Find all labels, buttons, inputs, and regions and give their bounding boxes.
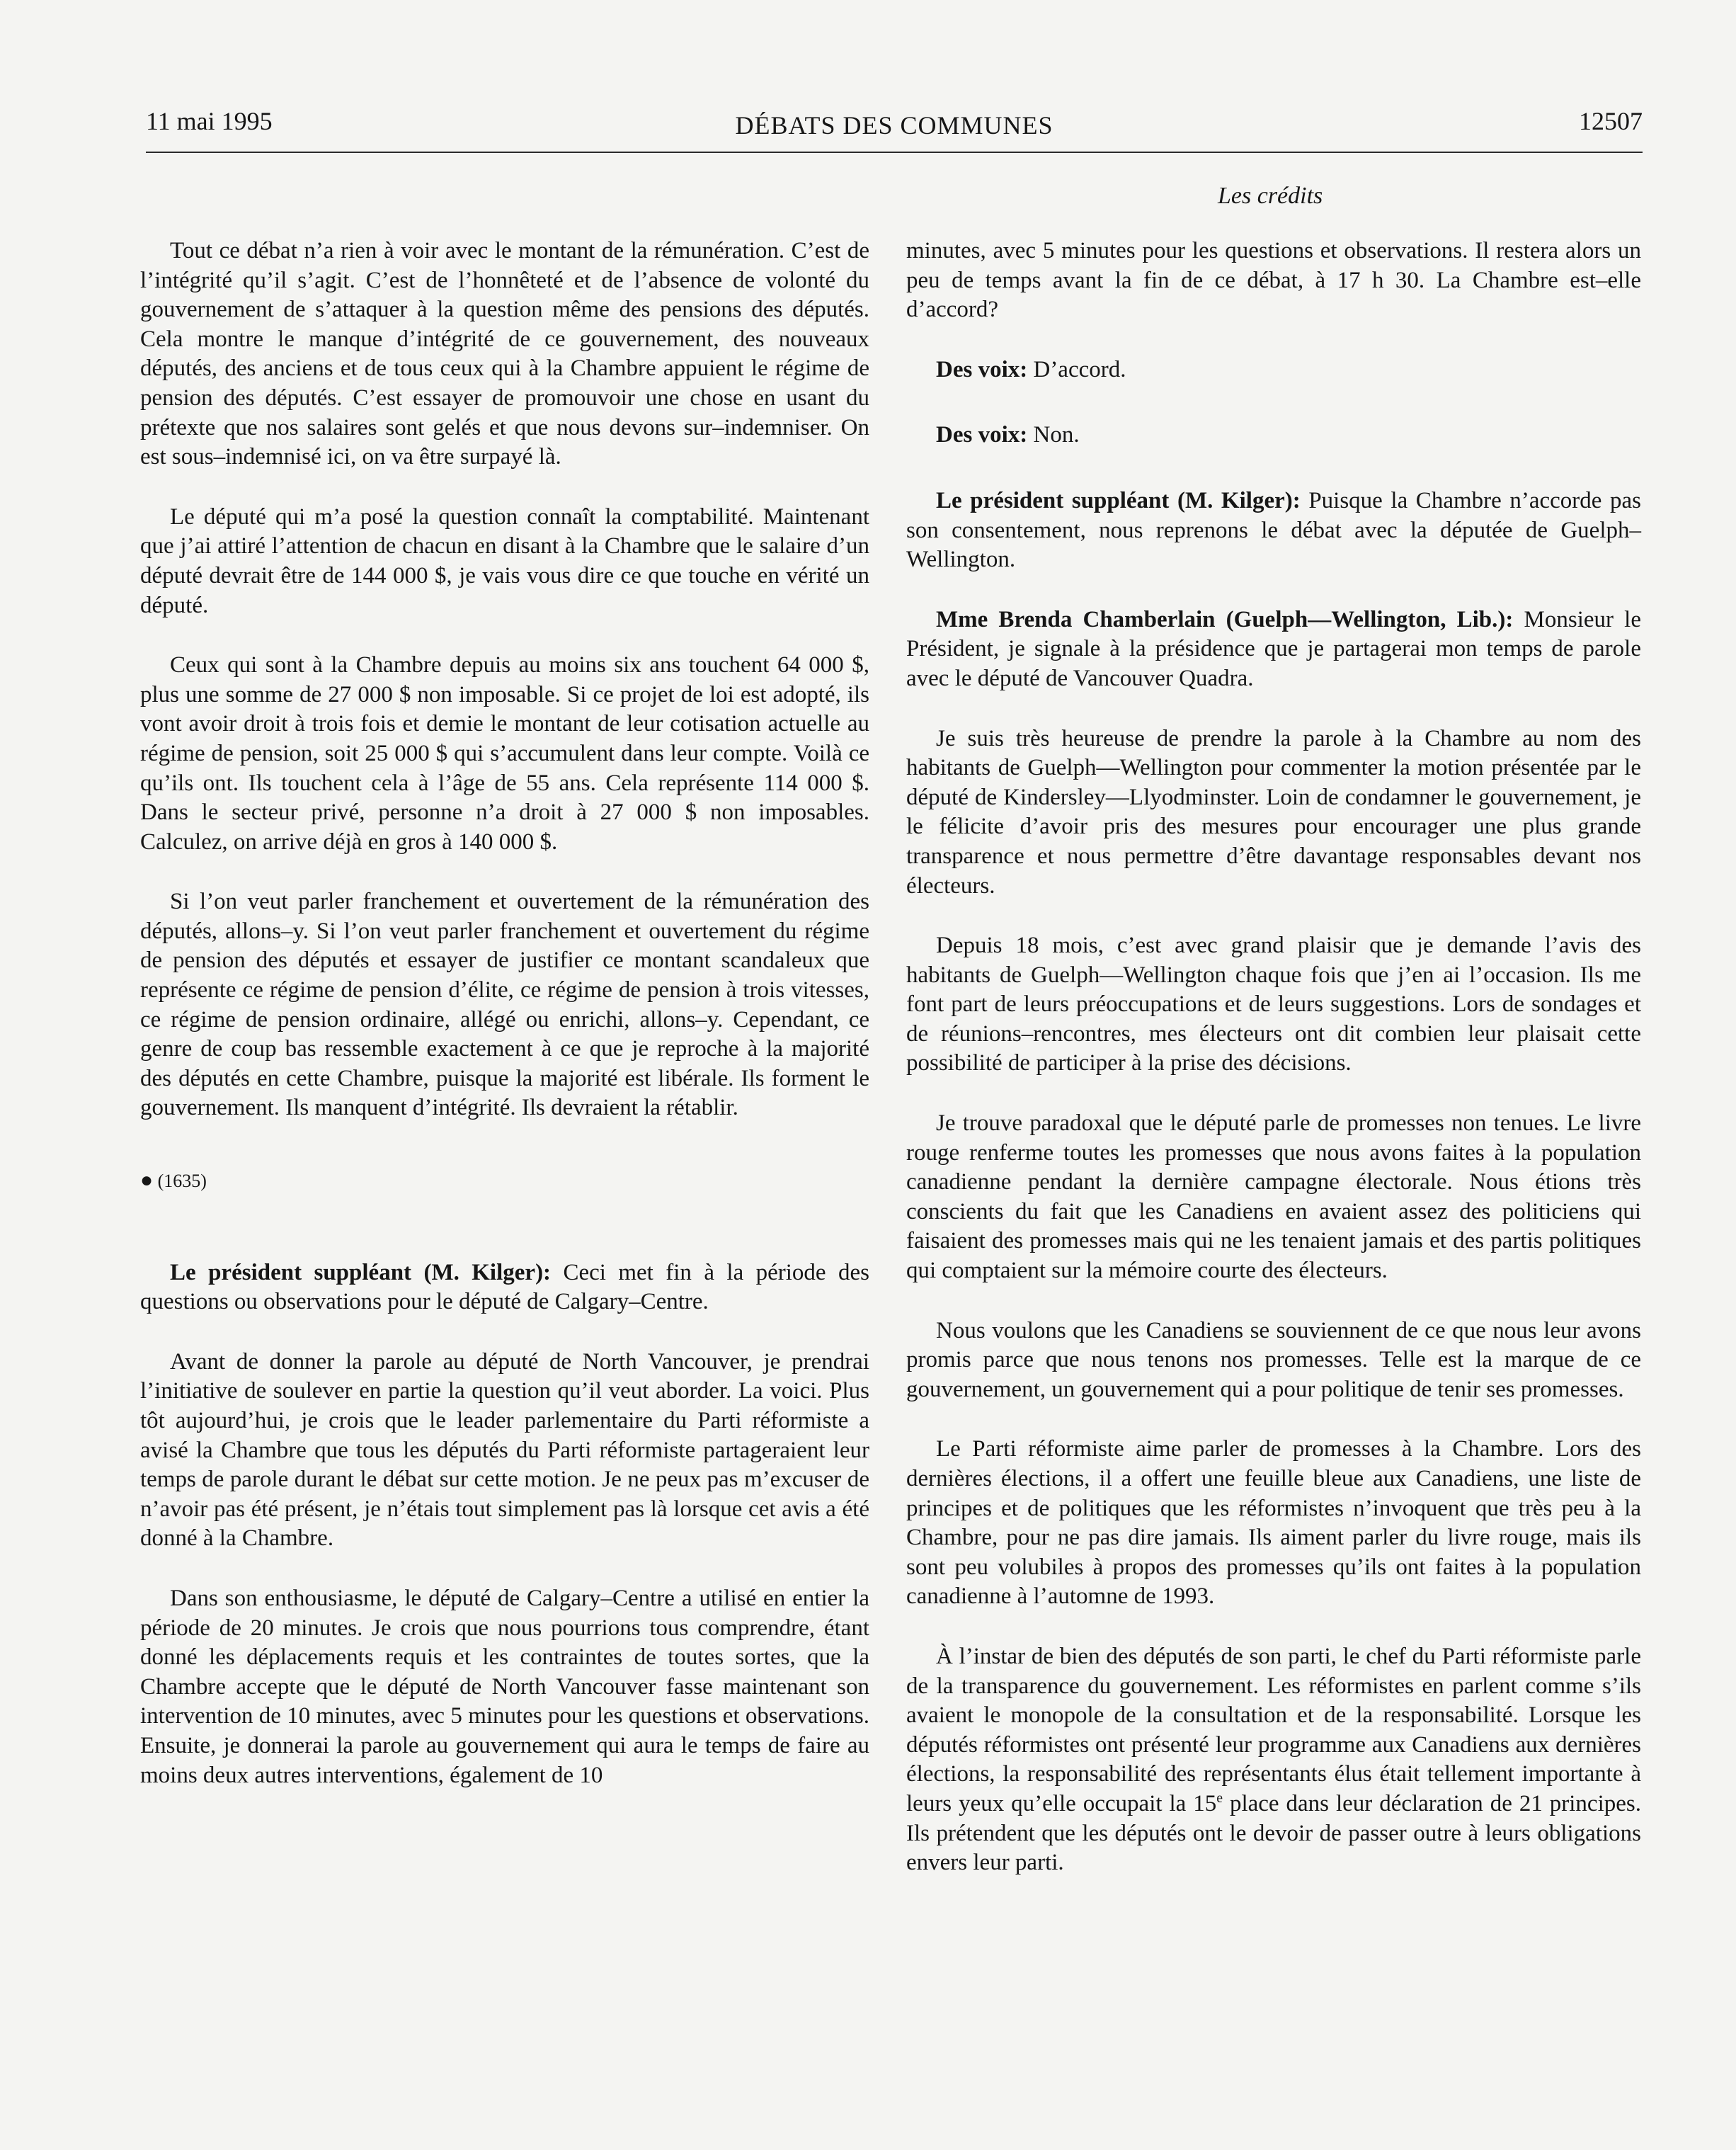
paragraph-text: place dans leur déclaration de 21 principes. Ils prétendent que les députés ont le devoir de passer outre à leurs obligations envers leur parti. xyxy=(906,1790,1641,1876)
header-rule xyxy=(146,152,1643,153)
paragraph: Je suis très heureuse de prendre la parole à la Chambre au nom des habitants de Guelph—Wellington pour commenter la motion présentée par le député de Kindersley—Llyodminster. Loin de condamner le gouvernement, je le félicite d’avoir pris des mesures pour encourager une plus grande transparence et nous permettre d’être davantage responsables devant nos électeurs. xyxy=(906,725,1641,899)
right-column xyxy=(906,237,1641,1909)
paragraph: minutes, avec 5 minutes pour les questions et observations. Il restera alors un peu de temps avant la fin de ce débat, à 17 h 30. La Chambre est–elle d’accord? xyxy=(906,238,1641,323)
speaker-name: Mme Brenda Chamberlain (Guelph—Wellington, Lib.): xyxy=(936,606,1514,632)
paragraph-text: À l’instar de bien des députés de son parti, le chef du Parti réformiste parle de la transparence du gouvernement. Les réformistes en parlent comme s’ils avaient le monopole de la consultation et de la responsabilité. Lorsque les députés réformistes ont présenté leur programme aux Canadiens aux dernières élections, la responsabilité des représentants élus était tellement importante à leurs yeux qu’elle occupait la 15 xyxy=(906,1643,1641,1816)
vote-line xyxy=(906,421,1641,450)
speech-text: Non. xyxy=(1033,422,1080,448)
paragraph: Je trouve paradoxal que le député parle de promesses non tenues. Le livre rouge renferme toutes les promesses que nous avons faites à la population canadienne pendant la dernière campagne électorale. Nous étions très conscients du fait que les Canadiens en avaient assez des politiciens qui faisaient des promesses mais qui ne les tenaient jamais et des partis politiques qui comptaient sur la mémoire courte des électeurs. xyxy=(906,1110,1641,1284)
paragraph: Tout ce débat n’a rien à voir avec le montant de la rémunération. C’est de l’intégrité qu’il s’agit. C’est de l’honnêteté et de l’absence de volonté du gouvernement de s’attaquer à la question même des pensions des députés. Cela montre le manque d’intégrité de ce gouvernement, des nouveaux députés, des anciens et de tous ceux qui à la Chambre appuient le régime de pension des députés. C’est essayer de promouvoir une chose en usant du prétexte que nos salaires sont gelés et que nous devons sur–indemniser. On est sous–indemnisé ici, on va être surpayé là. xyxy=(140,238,869,470)
speaker-paragraph xyxy=(906,605,1641,694)
paragraph: Avant de donner la parole au député de North Vancouver, je prendrai l’initiative de soulever en partie la question qu’il veut aborder. La voici. Plus tôt aujourd’hui, je crois que le leader parlementaire du Parti réformiste a avisé la Chambre que tous les députés du Parti réformiste partageraient leur temps de parole durant le débat sur cette motion. Je ne peux pas m’excuser de n’avoir pas été présent, je n’étais tout simplement pas là lorsque cet avis a été donné à la Chambre. xyxy=(140,1348,869,1552)
page-number: 12507 xyxy=(1579,107,1643,135)
speech-text: Monsieur le Président, je signale à la présidence que je partagerai mon temps de parole avec le député de Vancouver Quadra. xyxy=(906,606,1642,691)
vote-line xyxy=(906,356,1641,385)
speech-text: D’accord. xyxy=(1033,356,1126,382)
paragraph: Nous voulons que les Canadiens se souviennent de ce que nous leur avons promis parce que nous tenons nos promesses. Telle est la marque de ce gouvernement, un gouvernement qui a pour politique de tenir ses promesses. xyxy=(906,1317,1641,1402)
paragraph: Dans son enthousiasme, le député de Calgary–Centre a utilisé en entier la période de 20 minutes. Je crois que nous pourrions tous comprendre, étant donné les déplacements requis et les contraintes de toutes sortes, que la Chambre accepte que le député de North Vancouver fasse maintenant son intervention de 10 minutes, avec 5 minutes pour les questions et observations. Ensuite, je donnerai la parole au gouvernement qui aura le temps de faire au moins deux autres interventions, également de 10 xyxy=(140,1585,869,1788)
header-date: 11 mai 1995 xyxy=(146,107,273,135)
speaker-name: Le président suppléant (M. Kilger): xyxy=(936,487,1301,513)
header-title: DÉBATS DES COMMUNES xyxy=(735,111,1053,140)
speech-text: Ceci met fin à la période des questions ou observations pour le député de Calgary–Centre. xyxy=(140,1259,869,1315)
bullet-icon: ● xyxy=(140,1168,154,1193)
paragraph xyxy=(906,1642,1641,1878)
speech-text: Puisque la Chambre n’accorde pas son consentement, nous reprenons le débat avec la députée de Guelph–Wellington. xyxy=(906,487,1641,573)
paragraph: Le Parti réformiste aime parler de promesses à la Chambre. Lors des dernières élections, il a offert une feuille bleue aux Canadiens, une liste de principes et de politiques que les réformistes n’invoquent que très peu à la Chambre, pour ne pas dire jamais. Ils aiment parler du livre rouge, mais ils sont peu volubiles à propos des promesses qu’ils ont faites à la population canadienne à l’automne de 1993. xyxy=(906,1436,1641,1610)
time-marker-text: (1635) xyxy=(157,1171,207,1192)
ordinal-suffix: e xyxy=(1216,1790,1223,1806)
paragraph: Le député qui m’a posé la question connaît la comptabilité. Maintenant que j’ai attiré l’attention de chacun en disant à la Chambre que le salaire d’un député devrait être de 144 000 $, je vais vous dire ce que touche en vérité un député. xyxy=(140,504,869,618)
speaker-name: Le président suppléant (M. Kilger): xyxy=(170,1259,552,1285)
section-title: Les crédits xyxy=(1218,183,1323,209)
speaker-name: Des voix: xyxy=(936,422,1028,448)
left-column xyxy=(140,237,869,1821)
page-header xyxy=(146,106,1643,150)
paragraph: Depuis 18 mois, c’est avec grand plaisir que je demande l’avis des habitants de Guelph—Wellington chaque fois que j’en ai l’occasion. Ils me font part de leurs préoccupations et de leurs suggestions. Lors de sondages et de réunions–rencontres, mes électeurs ont dit combien leur plaisait cette possibilité de participer à la prise des décisions. xyxy=(906,933,1641,1076)
speaker-name: Des voix: xyxy=(936,356,1028,382)
speaker-paragraph xyxy=(140,1258,869,1317)
paragraph: Ceux qui sont à la Chambre depuis au moins six ans touchent 64 000 $, plus une somme de 27 000 $ non imposable. Si ce projet de loi est adopté, ils vont avoir droit à trois fois et demie le montant de leur cotisation actuelle au régime de pension, soit 25 000 $ qui s’accumulent dans leur compte. Voilà ce qu’ils ont. Ils touchent cela à l’âge de 55 ans. Cela représente 114 000 $. Dans le secteur privé, personne n’a droit à 27 000 $ non imposables. Calculez, on arrive déjà en gros à 140 000 $. xyxy=(140,652,869,855)
speaker-paragraph xyxy=(906,487,1641,575)
paragraph: Si l’on veut parler franchement et ouvertement de la rémunération des députés, allons–y. Si l’on veut parler franchement et ouvertement du régime de pension des députés et essayer de justifier ce montant scandaleux que représente ce régime de pension d’élite, ce régime de pension à trois vitesses, ce régime de pension ordinaire, allégé ou enrichi, allons–y. Cependant, ce genre de coup bas ressemble exactement à ce que je reproche à la majorité des députés en cette Chambre, puisque la majorité est libérale. Ils forment le gouvernement. Ils manquent d’intégrité. Ils devraient la rétablir. xyxy=(140,889,869,1121)
time-marker xyxy=(140,1166,869,1196)
